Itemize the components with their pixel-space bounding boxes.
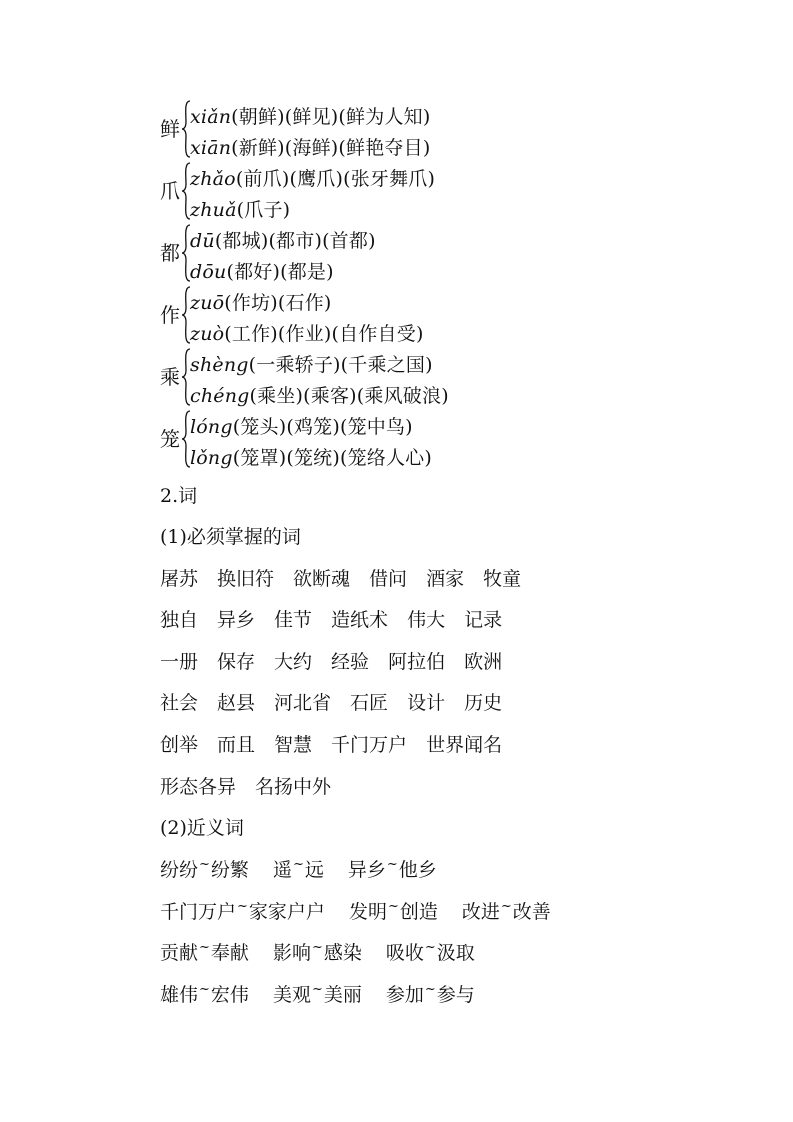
section-title: 2.词 (160, 485, 198, 507)
synonym-word: 纷纷 (160, 859, 199, 881)
synonym-pair (160, 984, 249, 1006)
tilde-mark: ~ (424, 982, 436, 997)
synonym-word: 美丽 (323, 984, 362, 1006)
word: 经验 (331, 651, 370, 673)
polyphone-line (190, 381, 449, 408)
pinyin: chéng (190, 385, 250, 407)
tilde-mark: ~ (387, 899, 399, 914)
word: 阿拉伯 (388, 651, 446, 673)
synonym-pair (462, 901, 551, 923)
tilde-mark: ~ (199, 982, 210, 997)
word: 形态各异 (160, 776, 237, 798)
example-words: (爪子) (236, 199, 291, 221)
word: 造纸术 (331, 609, 389, 631)
synonym-pair (349, 901, 438, 923)
polyphone-block (160, 284, 520, 346)
synonym-pair (160, 942, 249, 964)
synonym-word: 遥 (272, 859, 292, 881)
polyphone-line (190, 133, 430, 160)
word-row (160, 647, 502, 674)
polyphone-char: 作 (160, 303, 180, 327)
example-words: (笼头)(鸡笼)(笼中鸟) (232, 416, 413, 438)
polyphone-line (190, 350, 433, 377)
synonym-word: 汲取 (436, 942, 475, 964)
word-row (160, 564, 521, 591)
pinyin: dōu (190, 261, 227, 283)
word: 独自 (160, 609, 199, 631)
word-row (160, 688, 502, 715)
tilde-mark: ~ (386, 857, 398, 872)
polyphone-block (160, 98, 520, 160)
example-words: (新鲜)(海鲜)(鲜艳夺目) (231, 137, 431, 159)
tilde-mark: ~ (311, 982, 323, 997)
word: 记录 (464, 609, 503, 631)
polyphone-line (190, 164, 435, 191)
synonym-word: 异乡 (347, 859, 386, 881)
word-row (160, 730, 502, 757)
polyphone-char: 爪 (160, 179, 180, 203)
synonym-word: 雄伟 (160, 984, 199, 1006)
example-words: (工作)(作业)(自作自受) (224, 323, 424, 345)
polyphone-line (190, 195, 290, 222)
synonym-word: 改进 (461, 901, 500, 923)
tilde-mark: ~ (311, 940, 323, 955)
polyphone-char: 笼 (160, 427, 180, 451)
synonym-word: 他乡 (398, 859, 437, 881)
synonym-word: 感染 (323, 942, 362, 964)
synonym-pair (273, 984, 362, 1006)
synonym-row (160, 980, 475, 1007)
word: 借问 (369, 568, 408, 590)
example-words: (作坊)(石作) (224, 292, 332, 314)
pinyin: zuō (190, 292, 225, 314)
word: 赵县 (217, 692, 256, 714)
polyphone-block (160, 160, 520, 222)
word: 设计 (407, 692, 446, 714)
pinyin: xiān (190, 137, 232, 159)
tilde-mark: ~ (500, 899, 512, 914)
synonym-pair (273, 859, 324, 881)
synonym-pair (386, 942, 475, 964)
polyphone-line (190, 443, 432, 470)
synonym-word: 参加 (385, 984, 424, 1006)
synonym-word: 发明 (348, 901, 387, 923)
synonym-row (160, 855, 437, 882)
polyphone-block (160, 408, 520, 470)
word: 换旧符 (217, 568, 275, 590)
pinyin: shèng (190, 354, 249, 376)
word: 社会 (160, 692, 199, 714)
tilde-mark: ~ (199, 940, 210, 955)
synonym-pair (386, 984, 475, 1006)
subsection-title-synonyms: (2)近义词 (160, 817, 244, 839)
word: 大约 (274, 651, 313, 673)
pinyin: lóng (190, 416, 233, 438)
pinyin: zuò (190, 323, 225, 345)
word: 历史 (464, 692, 503, 714)
synonym-word: 家家户户 (248, 901, 325, 923)
synonym-word: 奉献 (210, 942, 249, 964)
word: 欲断魂 (293, 568, 351, 590)
synonym-word: 千门万户 (160, 901, 237, 923)
synonym-word: 纷繁 (210, 859, 249, 881)
synonym-word: 美观 (272, 984, 311, 1006)
synonym-pair (348, 859, 437, 881)
synonym-word: 参与 (436, 984, 475, 1006)
pinyin: lǒng (190, 447, 233, 469)
tilde-mark: ~ (237, 899, 248, 914)
synonym-word: 创造 (399, 901, 438, 923)
pinyin: zhuǎ (190, 199, 237, 221)
pinyin: zhǎo (190, 168, 236, 190)
example-words: (都好)(都是) (226, 261, 334, 283)
example-words: (笼罩)(笼统)(笼络人心) (232, 447, 432, 469)
word: 异乡 (217, 609, 256, 631)
synonym-word: 贡献 (160, 942, 199, 964)
example-words: (一乘轿子)(千乘之国) (248, 354, 433, 376)
example-words: (乘坐)(乘客)(乘风破浪) (249, 385, 449, 407)
example-words: (朝鲜)(鲜见)(鲜为人知) (231, 106, 431, 128)
polyphone-line (190, 288, 332, 315)
subsection-title-required-words: (1)必须掌握的词 (160, 526, 301, 548)
word: 保存 (217, 651, 256, 673)
polyphone-line (190, 412, 413, 439)
synonym-pair (160, 859, 249, 881)
synonym-word: 改善 (512, 901, 551, 923)
polyphone-char: 鲜 (160, 117, 180, 141)
synonym-word: 吸收 (385, 942, 424, 964)
synonym-pair (273, 942, 362, 964)
pinyin: xiǎn (190, 106, 232, 128)
pinyin: dū (190, 230, 215, 252)
word: 屠苏 (160, 568, 199, 590)
synonym-word: 宏伟 (210, 984, 249, 1006)
word: 智慧 (274, 734, 313, 756)
word: 石匠 (350, 692, 389, 714)
polyphone-char: 乘 (160, 365, 180, 389)
synonym-word: 影响 (272, 942, 311, 964)
word: 欧洲 (464, 651, 503, 673)
word: 而且 (217, 734, 256, 756)
polyphone-line (190, 226, 376, 253)
word: 世界闻名 (426, 734, 503, 756)
word: 佳节 (274, 609, 313, 631)
word: 创举 (160, 734, 199, 756)
word: 牧童 (483, 568, 522, 590)
word-row (160, 772, 331, 799)
polyphone-line (190, 257, 334, 284)
tilde-mark: ~ (424, 940, 436, 955)
word: 名扬中外 (255, 776, 332, 798)
word: 河北省 (274, 692, 332, 714)
word: 酒家 (426, 568, 465, 590)
tilde-mark: ~ (199, 857, 210, 872)
tilde-mark: ~ (292, 857, 304, 872)
example-words: (前爪)(鹰爪)(张牙舞爪) (235, 168, 436, 190)
polyphone-block (160, 346, 520, 408)
polyphone-char: 都 (160, 241, 180, 265)
word: 千门万户 (331, 734, 408, 756)
synonym-word: 远 (304, 859, 324, 881)
polyphone-block (160, 222, 520, 284)
word-row (160, 605, 502, 632)
synonym-pair (160, 901, 325, 923)
synonym-row (160, 938, 475, 965)
synonym-row (160, 897, 551, 924)
example-words: (都城)(都市)(首都) (214, 230, 376, 252)
polyphone-line (190, 102, 430, 129)
polyphone-line (190, 319, 424, 346)
word: 伟大 (407, 609, 446, 631)
word: 一册 (160, 651, 199, 673)
